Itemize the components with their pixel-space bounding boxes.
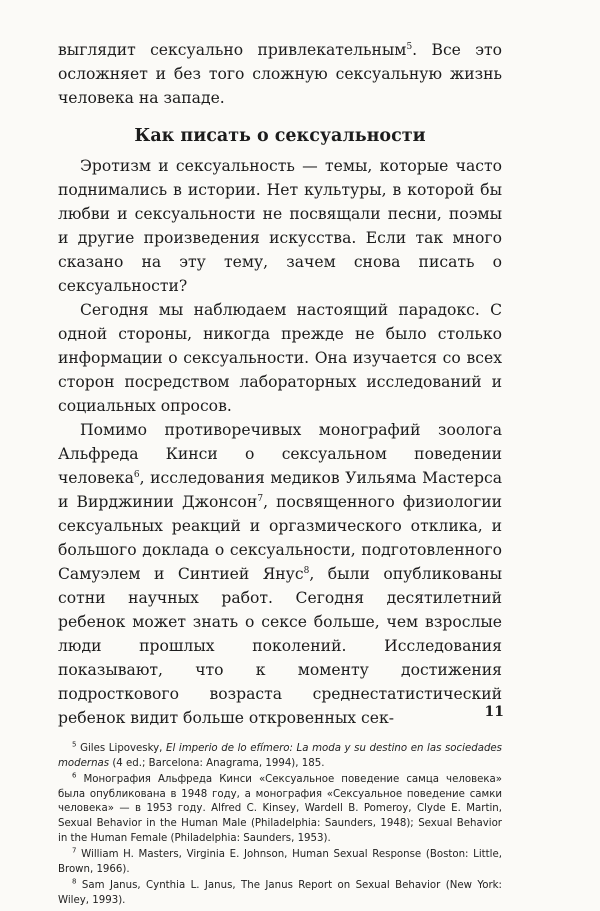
footnote-7: [58, 848, 502, 877]
paragraph-text: . Все это осложняет и без того сложную сексуальную жизнь человека на западе.: [58, 41, 503, 107]
footnote-number: 8: [72, 877, 77, 886]
footnote-text: Монография Альфреда Кинси «Сексуальное поведение самца человека» была опубликована в 1948 году, а монография «Сексуальное поведение самки человека» — в 1953 году. Alfred C. Kinsey, Wardell B. Pomeroy, Clyde E. Martin, Sexual Behavior in the Human Male (Philadelphia: Saunders, 1948); Sexual Behavior in the Human Female (Philadelphia: Saunders, 1953).: [58, 774, 502, 844]
footnote-ref[interactable]: 7: [257, 493, 264, 504]
section-heading: Как писать о сексуальности: [134, 126, 426, 146]
footnote-text: (4 ed.; Barcelona: Anagrama, 1994), 185.: [109, 757, 325, 769]
footnotes: [58, 742, 502, 909]
footnote-5: [58, 742, 502, 771]
footnote-ref[interactable]: 8: [303, 565, 310, 576]
paragraph-text: выглядит сексуально привлекательным: [58, 41, 407, 59]
footnote-text: Sam Janus, Cynthia L. Janus, The Janus Report on Sexual Behavior (New York: Wiley, 1993).: [58, 880, 502, 906]
page-body: [58, 38, 502, 911]
paragraph-text: , были опубликованы сотни научных работ. Сегодня десятилетний ребенок может знать о сексе больше, чем взрослые люди прошлых поколений. Исследования показывают, что к моменту достижения подросткового возраста среднестатистический ребенок видит больше откровенных сек-: [58, 565, 502, 727]
page-number: 11: [484, 704, 504, 720]
footnote-6: [58, 773, 502, 846]
paragraph-1: [58, 38, 502, 110]
paragraph-text: Помимо противоречивых монографий зоолога Альфреда Кинси о сексуальном поведении человека: [58, 421, 502, 487]
paragraph-2: Эротизм и сексуальность — темы, которые часто поднимались в истории. Нет культуры, в которой бы любви и сексуальности не посвящали песни, поэмы и другие произведения искусства. Если так много сказано на эту тему, зачем снова писать о сексуальности?: [58, 157, 502, 295]
footnote-number: 6: [72, 771, 77, 780]
footnote-number: 5: [72, 740, 77, 749]
footnote-ref[interactable]: 5: [406, 41, 413, 52]
paragraph-3: Сегодня мы наблюдаем настоящий парадокс. С одной стороны, никогда прежде не было столько информации о сексуальности. Она изучается со всех сторон посредством лабораторных исследований и социальных опросов.: [58, 301, 502, 415]
footnote-number: 7: [72, 846, 77, 855]
footnote-ref[interactable]: 6: [133, 469, 140, 480]
footnote-8: [58, 879, 502, 908]
footnote-text: William H. Masters, Virginia E. Johnson, Human Sexual Response (Boston: Little, Brown, 1966).: [58, 849, 503, 875]
paragraph-4: [58, 418, 502, 730]
paragraph-text: , посвященного физиологии сексуальных реакций и оргазмического отклика, и большого доклада о сексуальности, подготовленного Самуэлем и Синтией Янус: [58, 493, 502, 583]
paragraph-text: , исследования медиков Уильяма Мастерса и Вирджинии Джонсон: [58, 469, 502, 511]
footnote-title: El imperio de lo efímero: La moda y su destino en las sociedades modernas: [58, 743, 502, 769]
footnote-text: Giles Lipovesky,: [80, 743, 167, 754]
